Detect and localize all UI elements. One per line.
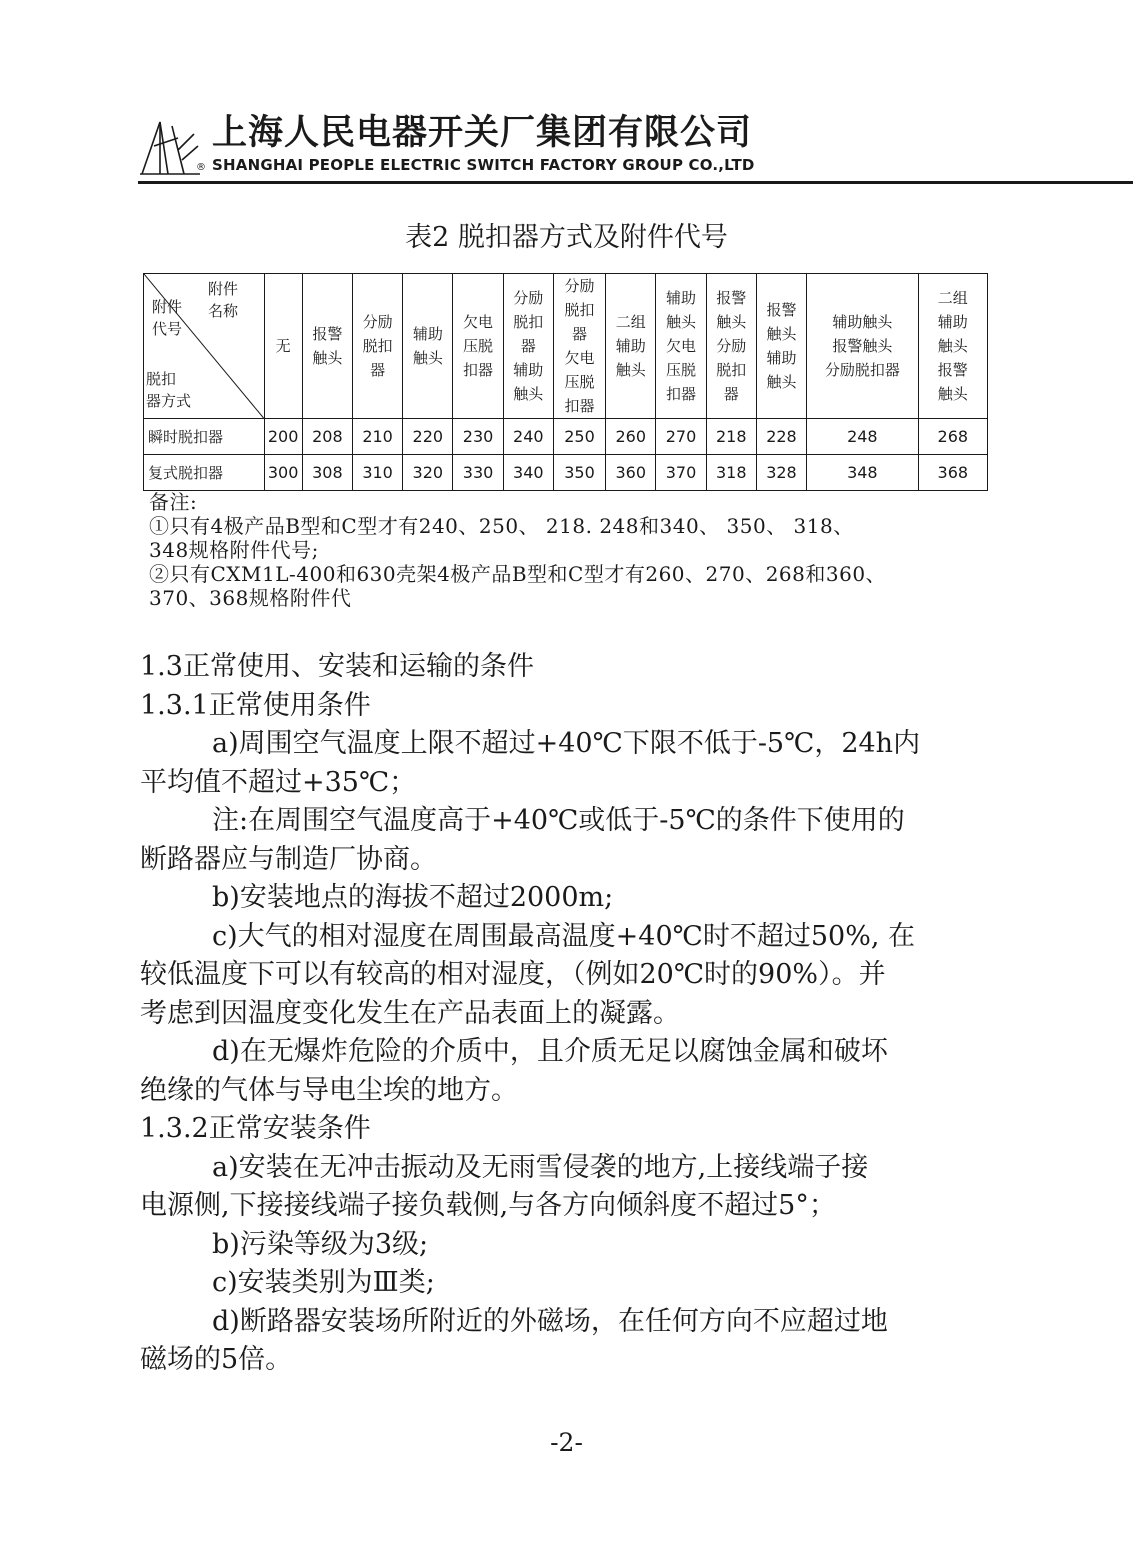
column-header: 分励 脱扣 器 辅助 触头 [503,274,553,419]
table-cell: 230 [453,419,503,455]
paragraph: c)安装类别为Ⅲ类; [212,1267,435,1298]
column-header: 二组 辅助 触头 报警 触头 [918,274,987,419]
column-header: 分励 脱扣 器 [352,274,402,419]
table-cell: 270 [656,419,706,455]
page-number: -2- [550,1428,583,1457]
table-cell: 308 [302,455,352,491]
column-header: 二组 辅助 触头 [606,274,656,419]
table-cell: 368 [918,455,987,491]
subsection-heading: 1.3.1正常使用条件 [140,689,371,721]
paragraph: d)在无爆炸危险的介质中，且介质无足以腐蚀金属和破坏 绝缘的气体与导电尘埃的地方。 [140,1036,888,1106]
subsection-heading: 1.3.2正常安装条件 [140,1113,371,1144]
row-label: 复式脱扣器 [144,455,265,491]
paragraph: 注:在周围空气温度高于+40℃或低于-5℃的条件下使用的 断路器应与制造厂协商。 [140,805,905,875]
column-header: 报警 触头 [302,274,352,419]
table-cell: 318 [706,455,756,491]
notes-heading: 备注: [149,490,198,514]
table-cell: 210 [352,419,402,455]
table-notes [149,490,999,610]
column-header: 分励 脱扣 器 欠电 压脱 扣器 [553,274,605,419]
column-header: 辅助 触头 [403,274,453,419]
header-rule [138,181,1133,184]
column-header: 报警 触头 辅助 触头 [756,274,806,419]
table-cell: 248 [807,419,919,455]
release-accessory-table [143,273,988,491]
table-cell: 350 [553,455,605,491]
paragraph: a)周围空气温度上限不超过+40℃下限不低于-5℃，24h内 平均值不超过+35℃； [140,728,921,798]
table-cell: 330 [453,455,503,491]
page-header [138,112,1133,187]
table-cell: 240 [503,419,553,455]
paragraph: b)安装地点的海拔不超过2000m; [212,882,614,913]
table-cell: 218 [706,419,756,455]
column-header: 无 [264,274,302,419]
column-header: 报警 触头 分励 脱扣 器 [706,274,756,419]
table-cell: 300 [264,455,302,491]
column-header: 欠电 压脱 扣器 [453,274,503,419]
company-name-cn: 上海人民电器开关厂集团有限公司 [212,113,753,153]
corner-accessory-name: 附件 名称 [208,280,239,320]
table-cell: 310 [352,455,402,491]
company-name-en: SHANGHAI PEOPLE ELECTRIC SWITCH FACTORY GROUP CO.,LTD [212,156,755,174]
table-cell: 250 [553,419,605,455]
paragraph: b)污染等级为3级; [212,1228,429,1260]
table-cell: 220 [403,419,453,455]
table-row [144,419,988,455]
table-cell: 370 [656,455,706,491]
corner-accessory-code: 附件 代号 [152,298,183,338]
table-cell: 340 [503,455,553,491]
paragraph: a)安装在无冲击振动及无雨雪侵袭的地方,上接线端子接 电源侧,下接接线端子接负载侧,与各方向倾斜度不超过5°； [140,1151,869,1221]
corner-release-mode: 脱扣 器方式 [146,370,192,410]
table-cell: 208 [302,419,352,455]
section-heading: 1.3正常使用、安装和运输的条件 [140,651,534,682]
registered-mark: ® [196,162,206,173]
column-header: 辅助触头 报警触头 分励脱扣器 [807,274,919,419]
table-title: 表2 脱扣器方式及附件代号 [405,222,728,253]
table-cell: 268 [918,419,987,455]
table-corner-cell [144,274,265,419]
column-header: 辅助 触头 欠电 压脱 扣器 [656,274,706,419]
table-cell: 200 [264,419,302,455]
table-header-row [144,274,988,419]
table-cell: 228 [756,419,806,455]
body-text [140,648,1000,1380]
table-cell: 320 [403,455,453,491]
company-logo-icon [138,116,204,176]
table-cell: 260 [606,419,656,455]
table-cell: 328 [756,455,806,491]
note-item: ①只有4极产品B型和C型才有240、250、 218. 248和340、 350、 318、 348规格附件代号; [149,514,854,562]
table-cell: 360 [606,455,656,491]
paragraph: c)大气的相对湿度在周围最高温度+40℃时不超过50%, 在 较低温度下可以有较高的相对湿度，（例如20℃时的90%）。并 考虑到因温度变化发生在产品表面上的凝露。 [140,920,916,1029]
note-item: ②只有CXM1L-400和630壳架4极产品B型和C型才有260、270、268和360、 370、368规格附件代 [149,562,887,610]
row-label: 瞬时脱扣器 [144,419,265,455]
table-row [144,455,988,491]
paragraph: d)断路器安装场所附近的外磁场，在任何方向不应超过地 磁场的5倍。 [140,1305,888,1375]
table-cell: 348 [807,455,919,491]
